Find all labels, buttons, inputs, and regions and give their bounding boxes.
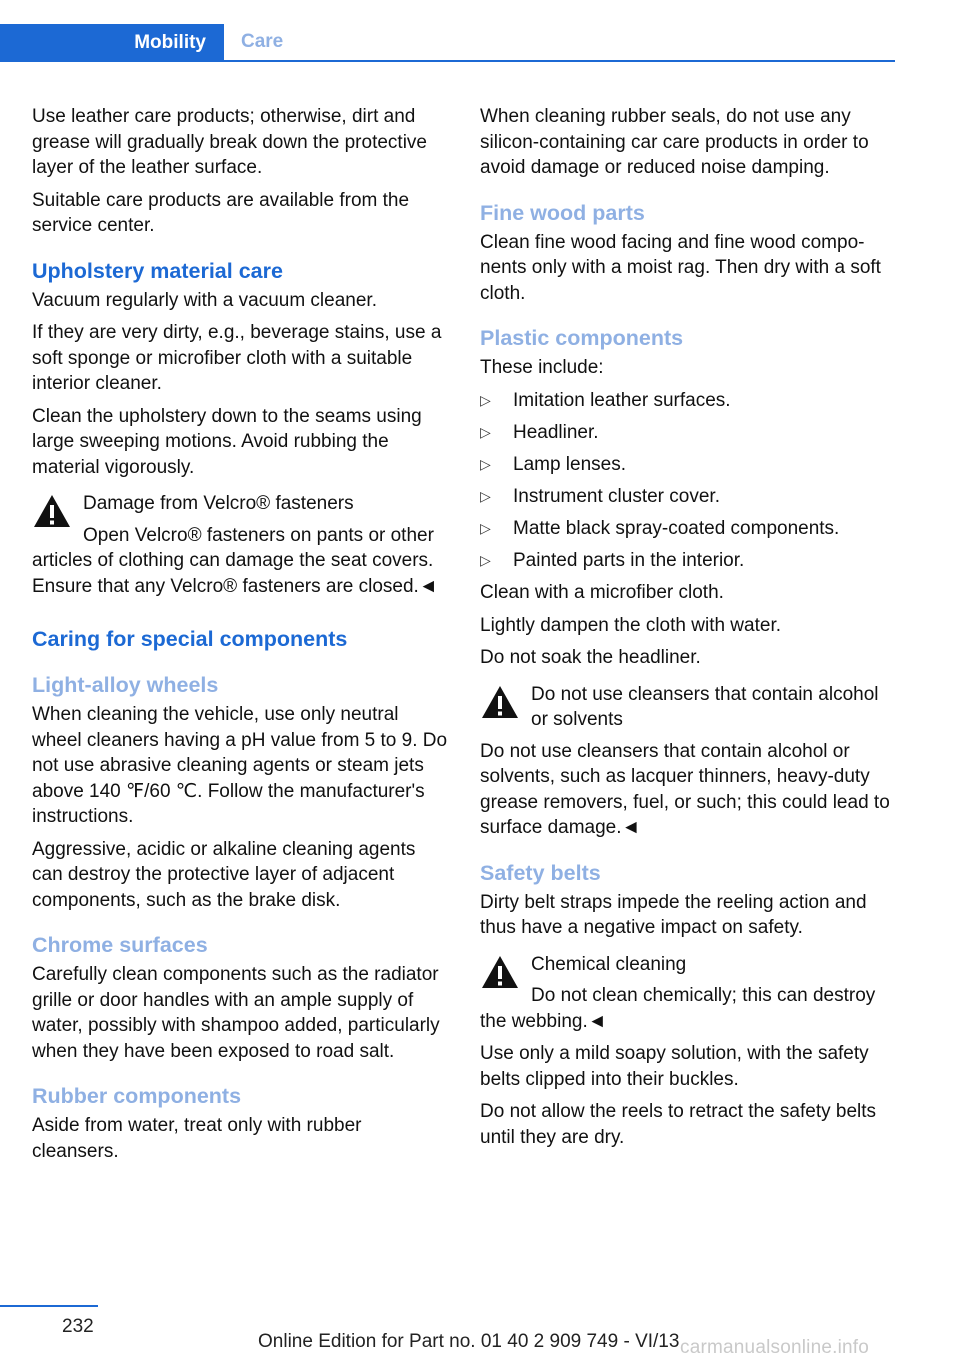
velcro-warning-title: Damage from Velcro® fasteners — [83, 493, 354, 514]
velcro-warning — [32, 491, 448, 599]
heading-rubber-components: Rubber components — [32, 1084, 242, 1108]
bullet-marker-icon: ▷ — [480, 391, 491, 408]
tab-care[interactable]: Care — [241, 31, 284, 52]
bullet-marker-icon: ▷ — [480, 551, 491, 568]
leather-care-text: Use leather care products; otherwise, dirt and grease will gradually break down the protective layer of the leather surface. — [32, 106, 427, 178]
chemical-warning — [480, 952, 896, 1035]
list-item: ▷ Headliner. — [480, 420, 896, 446]
reels-text: Do not allow the reels to retract the safety belts until they are dry. — [480, 1101, 877, 1148]
bullet-marker-icon: ▷ — [480, 423, 491, 440]
heading-light-alloy-wheels: Light-alloy wheels — [32, 673, 219, 697]
microfiber-text: Clean with a microfiber cloth. — [480, 582, 724, 603]
dampen-text: Lightly dampen the cloth with water. — [480, 614, 782, 636]
cleansers-warning-body: Do not use cleansers that contain alcohol or solvents, such as lacquer thinners, heavy-duty grease removers, fuel, or such; this could lead to surface damage.◄ — [480, 740, 890, 838]
tab-mobility[interactable]: Mobility — [0, 24, 224, 62]
vacuum-text: Vacuum regularly with a vacuum cleaner. — [32, 289, 377, 311]
soapy-solution-text: Use only a mild soapy solution, with the safety belts clipped into their buckles. — [480, 1043, 869, 1090]
watermark: carmanualsonline.info — [680, 1337, 870, 1358]
cleansers-warning — [480, 682, 896, 841]
heading-plastic-components: Plastic components — [480, 326, 684, 350]
chrome-text: Carefully clean components such as the radiator grille or door handles with an ample supply of water, possibly with shampoo added, particularly when they have been exposed to road salt. — [32, 964, 440, 1062]
list-item: ▷ Lamp lenses. — [480, 452, 896, 478]
warning-triangle-icon — [32, 493, 72, 529]
wood-text: Clean fine wood facing and fine wood components only with a moist rag. Then dry with a soft cloth. — [480, 231, 881, 304]
chemical-warning-title: Chemical cleaning — [531, 953, 687, 975]
warning-triangle-icon — [480, 954, 520, 990]
header-rule — [0, 60, 895, 62]
heading-special-components: Caring for special components — [32, 627, 348, 651]
velcro-warning-body: Open Velcro® fasteners on pants or other articles of clothing can damage the seat covers. Ensure that any Velcro® fasteners are closed.◄ — [32, 524, 438, 597]
edition-text: Online Edition for Part no. 01 40 2 909 749 - VI/13 — [258, 1331, 680, 1352]
wheels-text: When cleaning the vehicle, use only neutral wheel cleaners having a pH value from 5 to 9. Do not use abrasive cleaning agents or steam jets above 140 ℉/60 ℃. Follow the manufacturer's instructions. — [32, 704, 448, 827]
belts-text: Dirty belt straps impede the reeling action and thus have a negative impact on safety. — [480, 891, 867, 938]
bullet-marker-icon: ▷ — [480, 487, 491, 504]
seams-text: Clean the upholstery down to the seams using large sweeping motions. Avoid rubbing the material vigorously. — [32, 405, 422, 478]
page-number: 232 — [62, 1316, 94, 1337]
heading-upholstery: Upholstery material care — [32, 258, 283, 283]
heading-chrome-surfaces: Chrome surfaces — [32, 933, 208, 957]
list-item: ▷ Matte black spray-coated components. — [480, 516, 896, 542]
plastic-parts-list — [480, 388, 896, 574]
service-center-text: Suitable care products are available from the service center. — [32, 189, 410, 236]
footer-rule — [0, 1305, 98, 1307]
list-item: ▷ Imitation leather surfaces. — [480, 388, 896, 414]
right-column — [480, 104, 896, 1157]
dirty-text: If they are very dirty, e.g., beverage stains, use a soft sponge or microfiber cloth with a suitable interior cleaner. — [32, 322, 442, 394]
list-item: ▷ Painted parts in the interior. — [480, 548, 896, 574]
chemical-warning-body: Do not clean chemically; this can destroy the webbing.◄ — [480, 985, 876, 1032]
rubber-seals-text: When cleaning rubber seals, do not use any silicon-containing car care products in order to avoid damage or reduced noise damping. — [480, 106, 869, 178]
bullet-marker-icon: ▷ — [480, 519, 491, 536]
cleansers-warning-title: Do not use cleansers that contain alcohol or solvents — [531, 683, 879, 730]
list-item: ▷ Instrument cluster cover. — [480, 484, 896, 510]
left-column — [32, 104, 448, 1171]
heading-fine-wood: Fine wood parts — [480, 200, 645, 225]
rubber-text: Aside from water, treat only with rubber cleansers. — [32, 1115, 362, 1162]
heading-safety-belts: Safety belts — [480, 860, 601, 885]
these-include-text: These include: — [480, 357, 604, 378]
bullet-marker-icon: ▷ — [480, 455, 491, 472]
warning-triangle-icon — [480, 684, 520, 720]
headliner-text: Do not soak the headliner. — [480, 647, 701, 668]
aggressive-agents-text: Aggressive, acidic or alkaline cleaning agents can destroy the protective layer of adjacent components, such as the brake disk. — [32, 838, 416, 911]
header-tab-bar — [0, 24, 895, 62]
